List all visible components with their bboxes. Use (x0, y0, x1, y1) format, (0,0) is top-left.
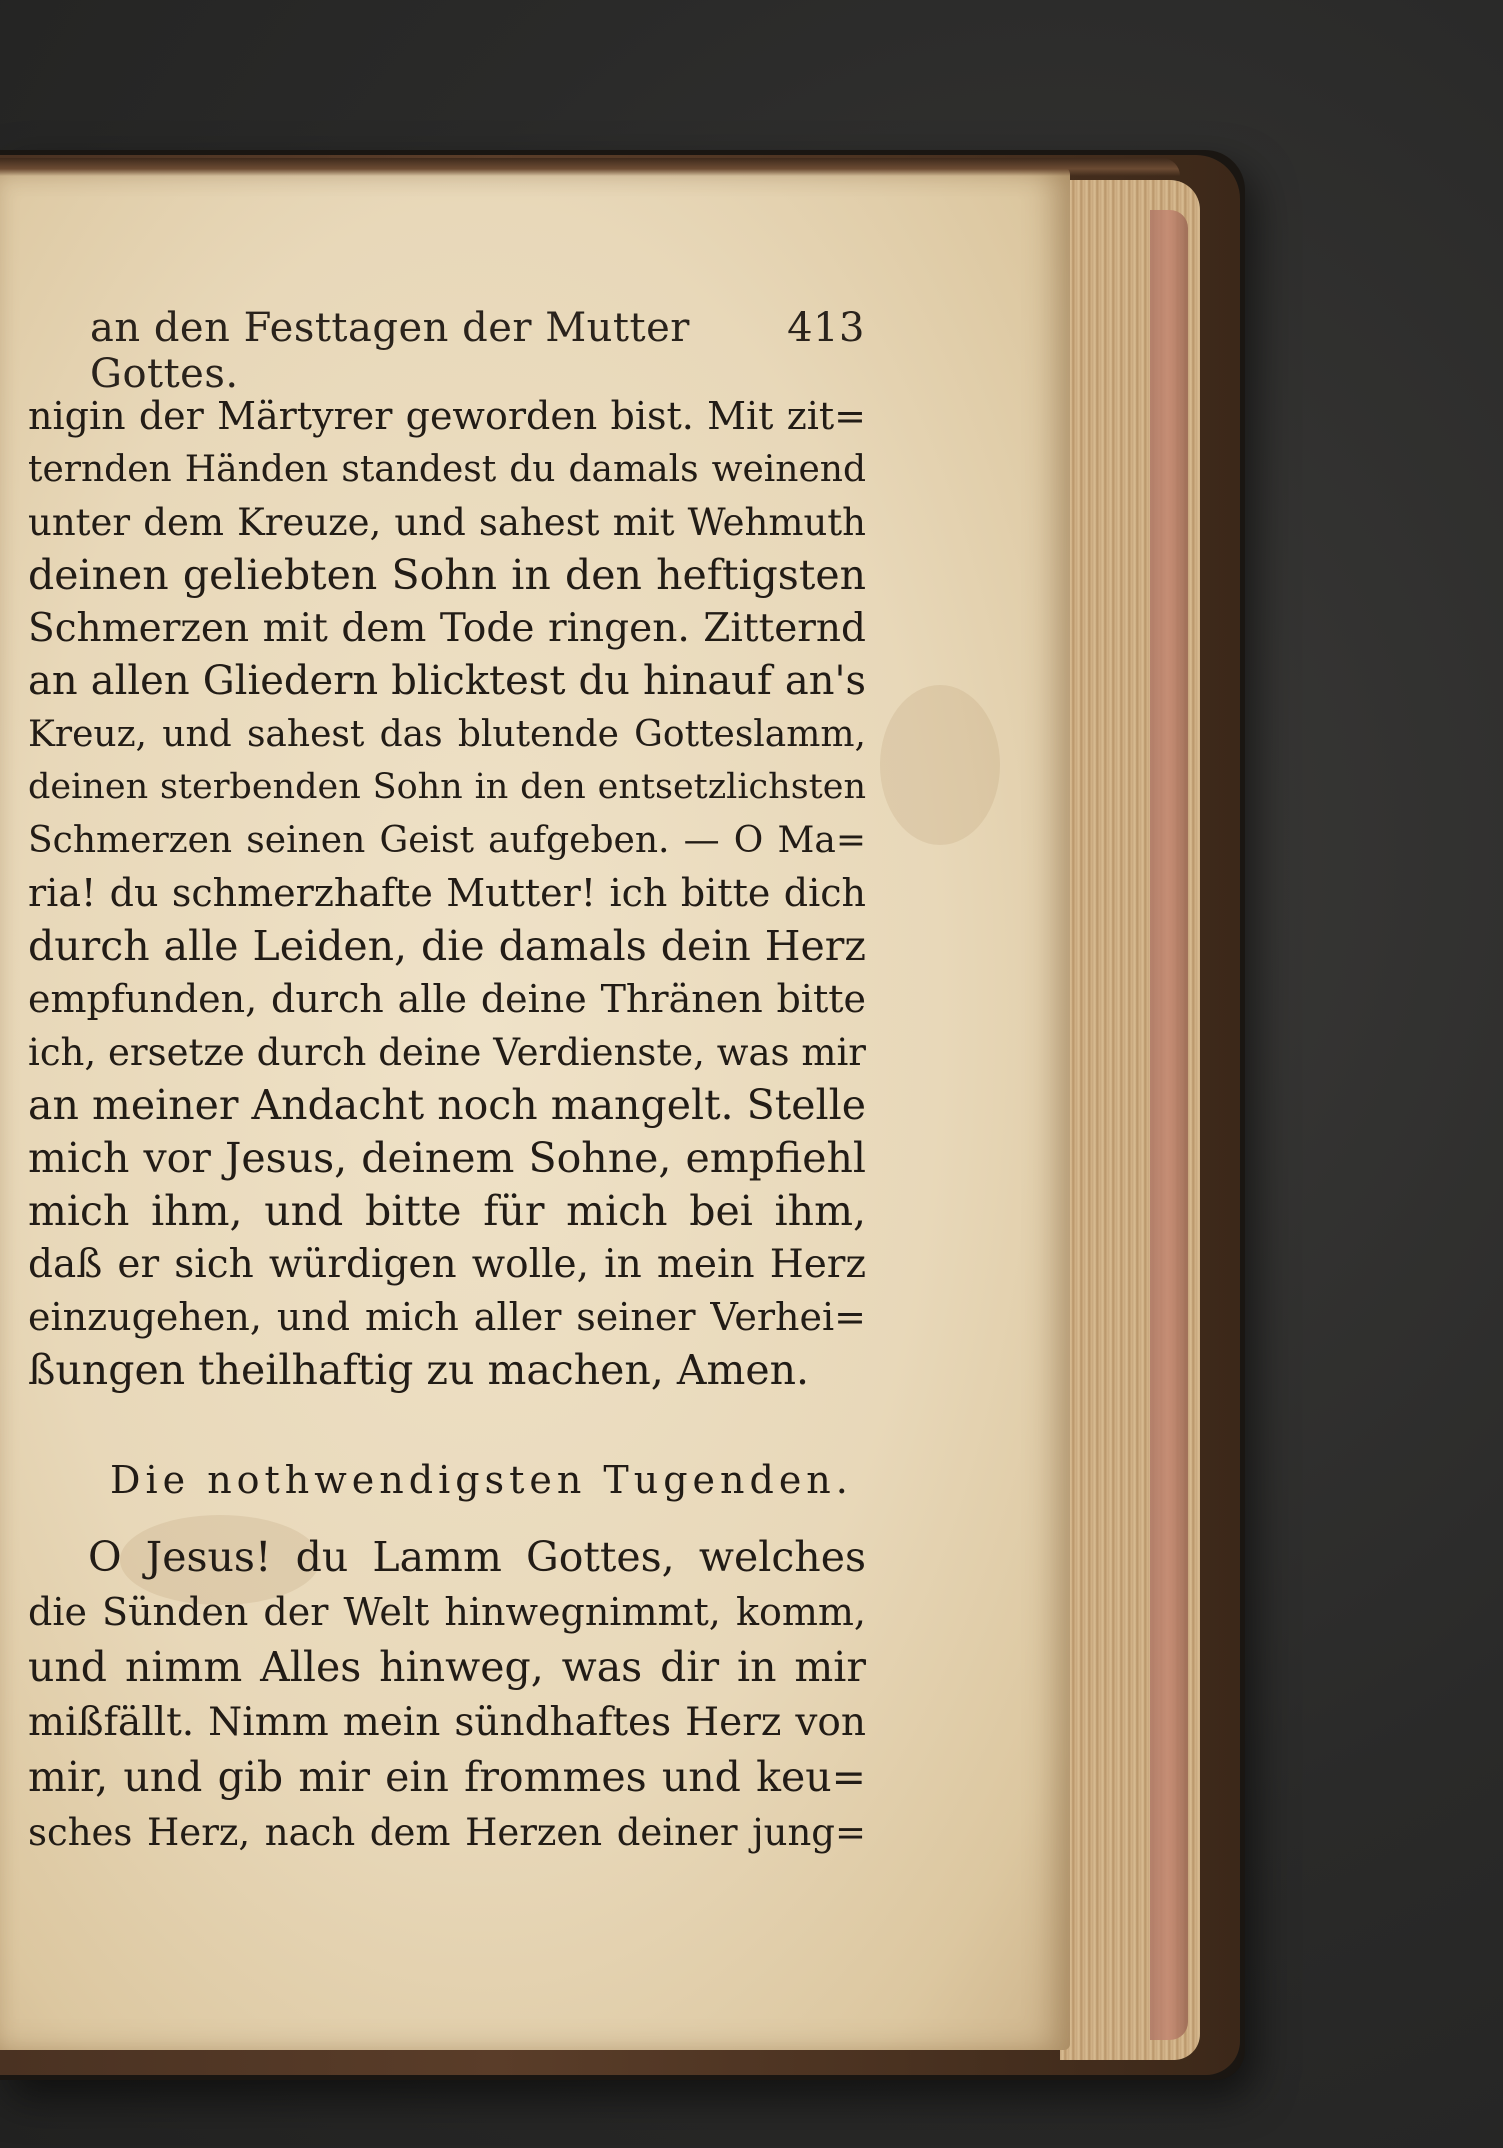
text-line: empfunden, durch alle deine Thränen bitte (28, 977, 866, 1021)
text-line: ßungen theilhaftig zu machen, Amen. (28, 1346, 810, 1394)
text-line: und nimm Alles hinweg, was dir in mir (28, 1643, 866, 1691)
text-line: ternden Händen standest du damals weinend (28, 449, 866, 490)
text-line: einzugehen, und mich aller seiner Verhei= (28, 1295, 866, 1339)
text-line: mich ihm, und bitte für mich bei ihm, (28, 1187, 866, 1235)
paper-stain (880, 685, 1000, 845)
text-line: durch alle Leiden, die damals dein Herz (28, 922, 866, 970)
text-line: mißfällt. Nimm mein sündhaftes Herz von (28, 1700, 866, 1745)
text-line: ich, ersetze durch deine Verdienste, was mir (28, 1031, 866, 1074)
text-line: Schmerzen mit dem Tode ringen. Zitternd (28, 606, 866, 651)
text-line: die Sünden der Welt hinwegnimmt, komm, (28, 1590, 866, 1634)
page-top-edge (0, 158, 1180, 176)
paragraph-1 (28, 390, 866, 1397)
text-line: an meiner Andacht noch mangelt. Stelle (28, 1081, 866, 1129)
text-line: Schmerzen seinen Geist aufgeben. — O Ma= (28, 820, 866, 861)
page-number: 413 (787, 305, 865, 351)
text-line: O Jesus! du Lamm Gottes, welches (88, 1533, 866, 1581)
text-line: daß er sich würdigen wolle, in mein Herz (28, 1242, 866, 1287)
text-line: deinen geliebten Sohn in den heftigsten (28, 551, 866, 599)
running-head (90, 305, 865, 397)
text-line: deinen sterbenden Sohn in den entsetzlichsten (28, 767, 866, 807)
running-head-title: an den Festtagen der Mutter Gottes. (90, 305, 690, 397)
text-line: sches Herz, nach dem Herzen deiner jung= (28, 1811, 866, 1854)
text-line: ria! du schmerzhafte Mutter! ich bitte dich (28, 871, 866, 915)
text-line: Kreuz, und sahest das blutende Gotteslamm, (28, 714, 866, 755)
red-page-edge (1150, 210, 1188, 2040)
section-heading: Die nothwendigsten Tugenden. (110, 1458, 853, 1502)
text-line: mir, und gib mir ein frommes und keu= (28, 1753, 866, 1801)
text-line: nigin der Märtyrer geworden bist. Mit zit= (28, 394, 866, 438)
paragraph-2 (28, 1530, 866, 1860)
text-line: mich vor Jesus, deinem Sohne, empfiehl (28, 1134, 866, 1182)
text-line: unter dem Kreuze, und sahest mit Wehmuth (28, 501, 866, 544)
text-line: an allen Gliedern blicktest du hinauf an's (28, 658, 866, 704)
